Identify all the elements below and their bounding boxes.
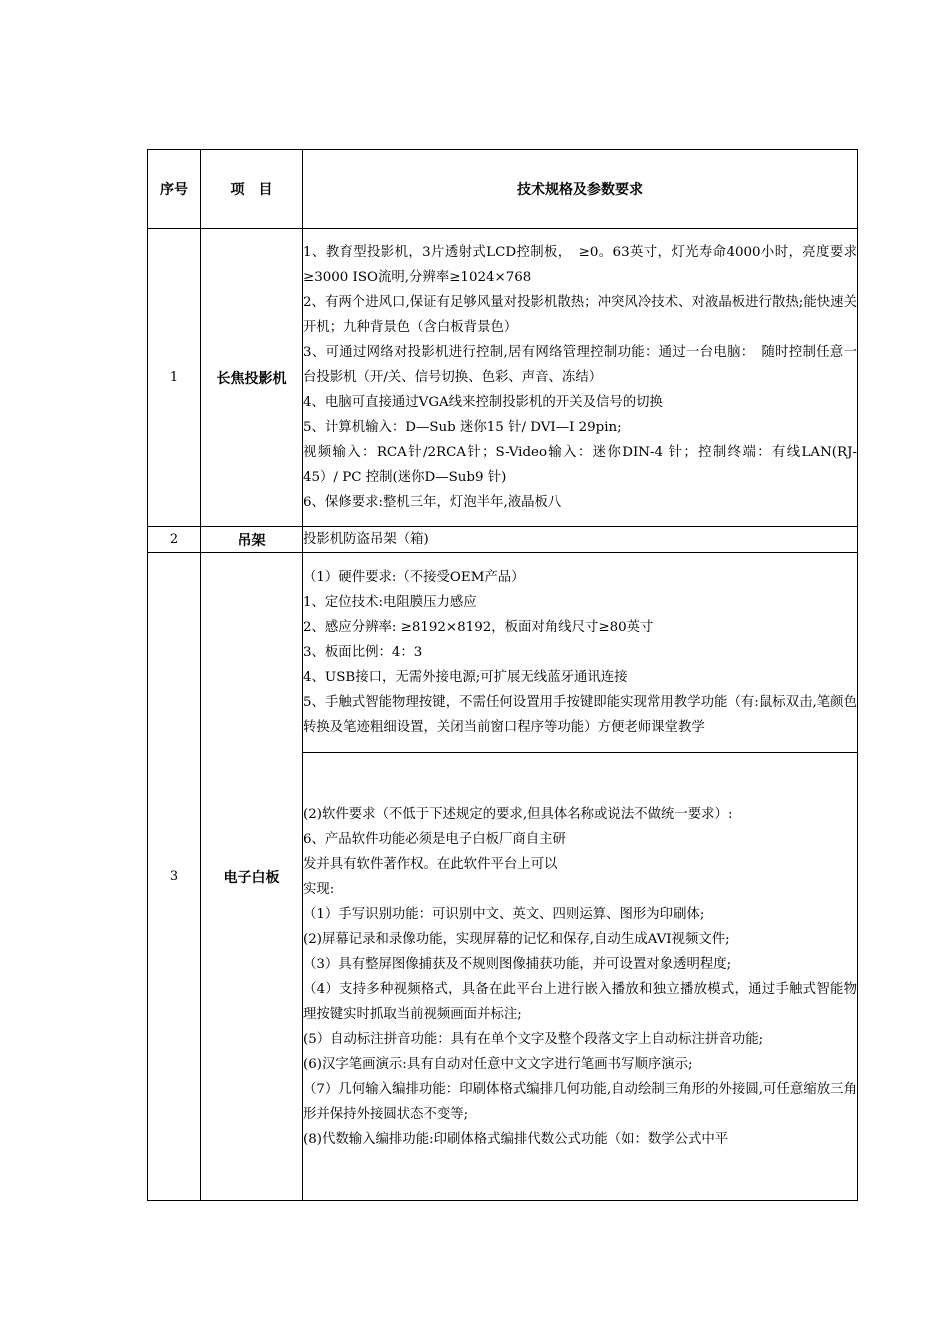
spec-line: 1、定位技术:电阻膜压力感应 [303, 595, 477, 610]
spec-line: (2)软件要求（不低于下述规定的要求,但具体名称或说法不做统一要求）: [303, 806, 733, 822]
header-item: 项 目 [201, 150, 303, 229]
spec-line: 6、产品软件功能必须是电子白板厂商自主研 [303, 831, 566, 847]
spec-line: 4、USB接口，无需外接电源;可扩展无线蓝牙通讯连接 [303, 670, 628, 685]
spec-line: （4）支持多种视频格式，具备在此平台上进行嵌入播放和独立播放模式，通过手触式智能物理按键实时抓取当前视频画面并标注; [303, 981, 857, 1022]
header-spec: 技术规格及参数要求 [303, 150, 858, 229]
spec-line: （1）硬件要求:（不接受OEM产品） [303, 570, 525, 585]
spec-line: (2)屏幕记录和录像功能，实现屏幕的记忆和保存,自动生成AVI视频文件; [303, 931, 730, 947]
row-spec-software [303, 753, 858, 1201]
spec-line: 3、可通过网络对投影机进行控制,居有网络管理控制功能：通过一台电脑： 随时控制任意一台投影机（开/关、信号切换、色彩、声音、冻结） [303, 345, 857, 385]
spec-line: 3、板面比例：4：3 [303, 645, 423, 660]
row-item: 电子白板 [201, 553, 303, 1201]
spec-line: 4、电脑可直接通过VGA线来控制投影机的开关及信号的切换 [303, 395, 663, 410]
row-spec-hardware [303, 553, 858, 753]
spec-line: （3）具有整屏图像捕获及不规则图像捕获功能，并可设置对象透明程度; [303, 956, 732, 972]
spec-line: 5、计算机输入：D—Sub 迷你15 针/ DVI—I 29pin; [303, 420, 622, 435]
header-num: 序号 [148, 150, 201, 229]
header-row [148, 150, 858, 229]
spec-line: (5）自动标注拼音功能：具有在单个文字及整个段落文字上自动标注拼音功能; [303, 1031, 764, 1047]
row-spec [303, 229, 858, 527]
spec-line: 1、教育型投影机，3片透射式LCD控制板， ≥0。63英寸，灯光寿命4000小时，亮度要求≥3000 ISO流明,分辨率≥1024×768 [303, 245, 857, 285]
row-num: 3 [148, 553, 201, 1201]
table-row [148, 553, 858, 753]
spec-line: 2、感应分辨率: ≥8192×8192，板面对角线尺寸≥80英寸 [303, 620, 654, 635]
row-num: 2 [148, 527, 201, 553]
spec-table [147, 149, 858, 1201]
spec-line: 视频输入：RCA针/2RCA针；S-Video输入：迷你DIN-4 针；控制终端：有线LAN(RJ-45）/ PC 控制(迷你D—Sub9 针) [303, 445, 857, 485]
spec-line: 发并具有软件著作权。在此软件平台上可以 [303, 856, 558, 872]
spec-line: 投影机防盗吊架（箱) [303, 532, 429, 547]
spec-line: (8)代数输入编排功能:印刷体格式编排代数公式功能（如：数学公式中平 [303, 1131, 729, 1147]
row-spec [303, 527, 858, 553]
spec-line: 5、手触式智能物理按键，不需任何设置用手按键即能实现常用教学功能（有:鼠标双击,笔颜色转换及笔迹粗细设置，关闭当前窗口程序等功能）方便老师课堂教学 [303, 695, 857, 735]
spec-line: （7）几何输入编排功能：印刷体格式编排几何功能,自动绘制三角形的外接圆,可任意缩放三角形并保持外接圆状态不变等; [303, 1081, 857, 1122]
row-item: 长焦投影机 [201, 229, 303, 527]
row-num: 1 [148, 229, 201, 527]
table-row [148, 229, 858, 527]
row-item: 吊架 [201, 527, 303, 553]
spec-line: 6、保修要求:整机三年，灯泡半年,液晶板八 [303, 495, 562, 510]
spec-line: 实现: [303, 881, 335, 897]
spec-line: （1）手写识别功能：可识别中文、英文、四则运算、图形为印刷体; [303, 906, 705, 922]
spec-line: 2、有两个进风口,保证有足够风量对投影机散热；冲突风冷技术、对液晶板进行散热;能快速关开机；九种背景色（含白板背景色） [303, 295, 857, 335]
spec-line: (6)汉字笔画演示:具有自动对任意中文文字进行笔画书写顺序演示; [303, 1056, 693, 1072]
table-row [148, 527, 858, 553]
